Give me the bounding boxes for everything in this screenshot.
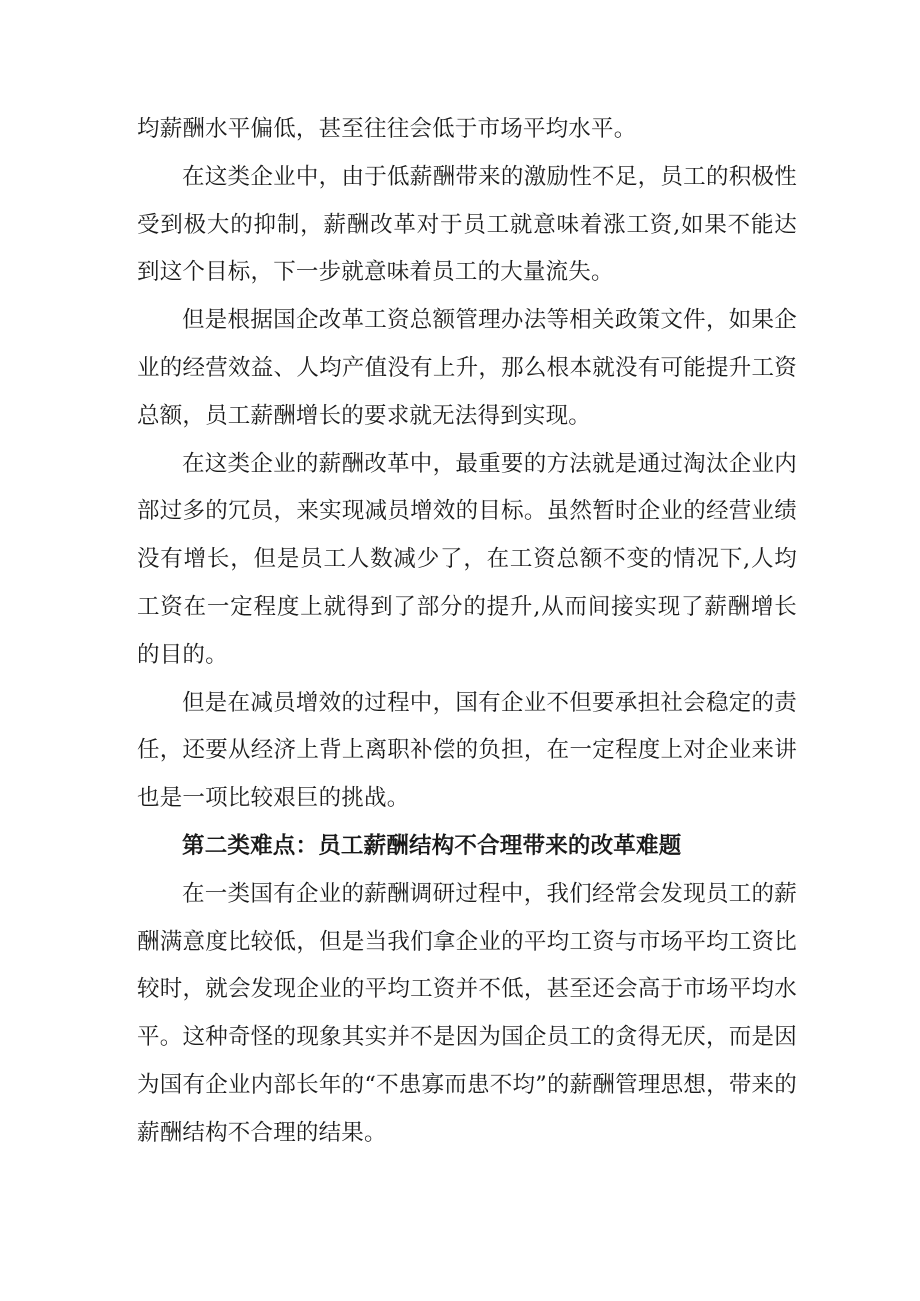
section-heading: 第二类难点：员工薪酬结构不合理带来的改革难题: [182, 832, 682, 859]
paragraph-social-stability: 但是在减员增效的过程中，国有企业不但要承担社会稳定的责任，还要从经济上背上离职补偿的负担，在一定程度上对企业来讲也是一项比较艰巨的挑战。: [137, 689, 797, 812]
paragraph-continuation: 均薪酬水平偏低，甚至往往会低于市场平均水平。: [137, 116, 637, 142]
paragraph-low-pay-incentive: 在这类企业中，由于低薪酬带来的激励性不足，员工的积极性受到极大的抑制，薪酬改革对于员工就意味着涨工资,如果不能达到这个目标，下一步就意味着员工的大量流失。: [137, 163, 797, 286]
document-page: [137, 106, 797, 1158]
paragraph-staff-reduction: 在这类企业的薪酬改革中，最重要的方法就是通过淘汰企业内部过多的冗员，来实现减员增效的目标。虽然暂时企业的经营业绩没有增长，但是员工人数减少了，在工资总额不变的情况下,人均工资在一定程度上就得到了部分的提升,从而间接实现了薪酬增长的目的。: [137, 450, 797, 668]
paragraph-wage-policy: 但是根据国企改革工资总额管理办法等相关政策文件，如果企业的经营效益、人均产值没有上升，那么根本就没有可能提升工资总额，员工薪酬增长的要求就无法得到实现。: [137, 307, 797, 429]
paragraph-pay-structure: 在一类国有企业的薪酬调研过程中，我们经常会发现员工的薪酬满意度比较低，但是当我们拿企业的平均工资与市场平均工资比较时，就会发现企业的平均工资并不低，甚至还会高于市场平均水平。这种奇怪的现象其实并不是因为国企员工的贪得无厌，而是因为国有企业内部长年的“不患寡而患不均”的薪酬管理思想，带来的薪酬结构不合理的结果。: [137, 880, 797, 1146]
